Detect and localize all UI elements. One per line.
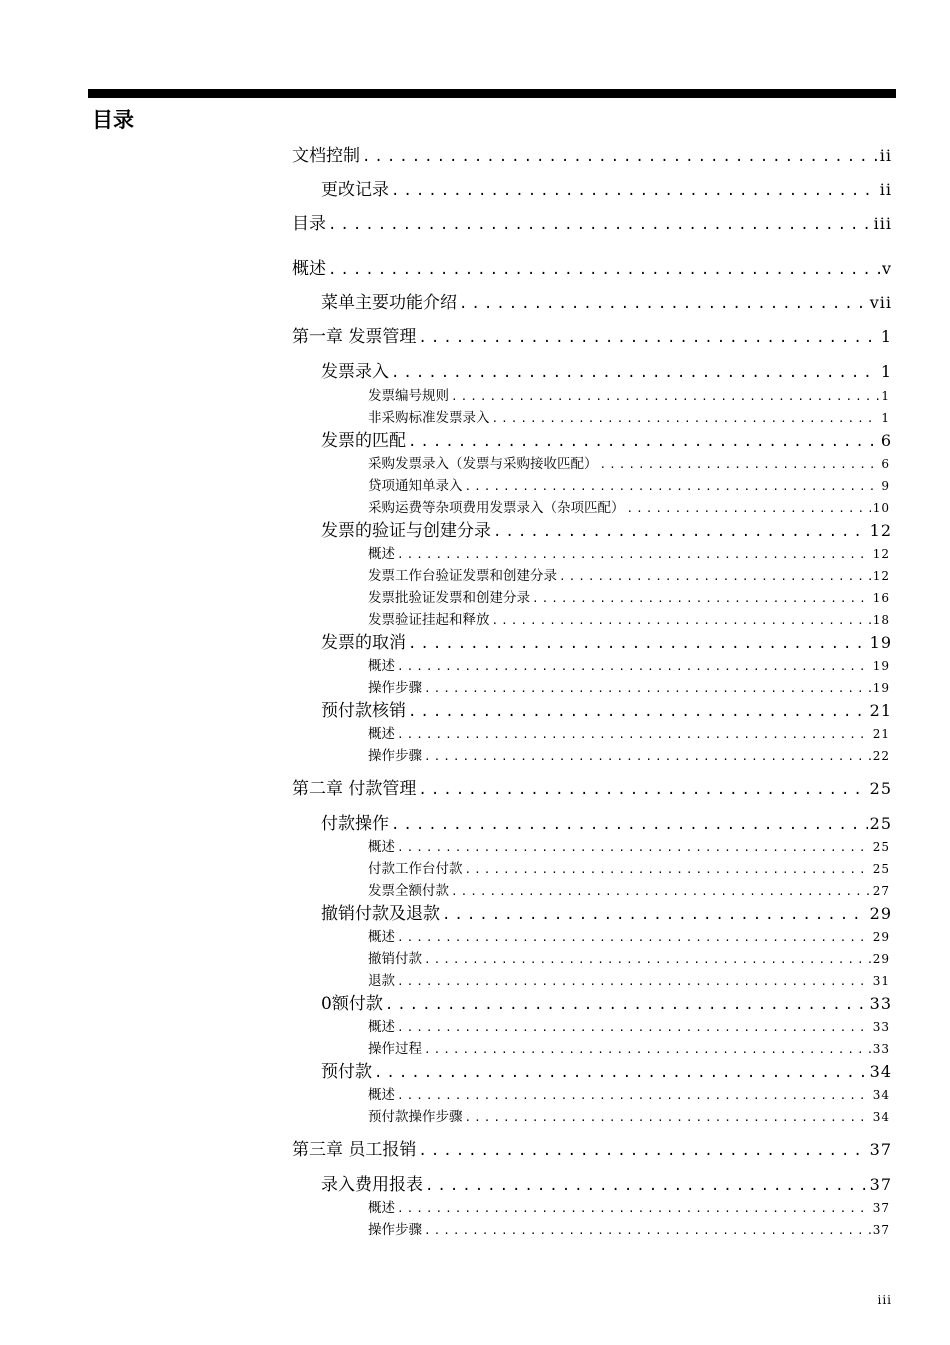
toc-entry-page: 33 [872,1020,890,1034]
toc-entry-page: vii [869,293,892,312]
footer-page-number: iii [877,1293,892,1307]
toc-entry-title: 概述 [368,1087,395,1103]
toc-entry-title: 退款 [368,973,395,989]
toc-entry-title: 预付款核销 [321,701,406,721]
dot-leader [397,545,871,564]
toc-entry[interactable] [368,837,890,857]
toc-entry[interactable] [368,678,890,698]
toc-entry-page: 37 [869,1175,892,1194]
toc-entry-title: 操作步骤 [368,1222,422,1238]
toc-entry-page: 34 [872,1110,890,1124]
dot-leader [418,1138,867,1163]
dot-leader [397,1018,871,1037]
toc-entry-page: 21 [869,701,892,720]
dot-leader [397,972,871,991]
toc-entry-page: 18 [872,613,890,627]
dot-leader [424,1221,871,1240]
toc-entry-title: 概述 [368,726,395,742]
toc-entry-title: 第一章 发票管理 [292,327,417,347]
dot-leader [397,725,871,744]
toc-entry-page: 19 [869,633,892,652]
dot-leader [442,902,868,927]
dot-leader [397,1086,871,1105]
toc-entry-title: 录入费用报表 [321,1175,423,1195]
toc-entry-title: 概述 [368,546,395,562]
dot-leader [424,679,871,698]
toc-entry-page: 19 [872,659,890,673]
toc-entry[interactable] [321,428,892,454]
toc-entry[interactable] [321,698,892,724]
toc-entry-page: 16 [872,591,890,605]
toc-entry[interactable] [368,1220,890,1240]
toc-entry[interactable] [368,1198,890,1218]
toc-entry-title: 概述 [368,1200,395,1216]
toc-entry[interactable] [368,1107,890,1127]
dot-leader [424,950,871,969]
dot-leader [391,812,868,837]
toc-entry-page: v [881,259,892,278]
toc-entry[interactable] [368,746,890,766]
dot-leader [492,611,871,630]
dot-leader [451,882,871,901]
toc-entry[interactable] [368,610,890,630]
dot-leader [418,325,878,350]
toc-entry-title: 操作过程 [368,1041,422,1057]
toc-entry-page: 25 [872,862,890,876]
dot-leader [459,291,868,316]
dot-leader [408,699,868,724]
toc-entry[interactable] [368,949,890,969]
toc-entry[interactable] [368,859,890,879]
dot-leader [397,1199,871,1218]
toc-entry[interactable] [368,971,890,991]
toc-entry-page: 6 [881,457,890,471]
toc-entry[interactable] [321,359,892,385]
toc-entry-title: 概述 [292,259,326,279]
toc-entry[interactable] [321,518,892,544]
dot-leader [391,360,879,385]
toc-entry-title: 预付款操作步骤 [368,1109,463,1125]
toc-entry[interactable] [321,177,892,203]
toc-entry-page: 12 [872,547,890,561]
toc-entry-page: 1 [881,411,890,425]
dot-leader [465,477,880,496]
toc-entry[interactable] [368,454,890,474]
toc-entry-title: 付款工作台付款 [368,861,463,877]
dot-leader [424,1040,871,1059]
toc-entry-title: 发票验证挂起和释放 [368,612,490,628]
toc-entry-title: 文档控制 [292,146,360,166]
toc-entry-title: 操作步骤 [368,748,422,764]
toc-entry-page: 33 [872,1042,890,1056]
toc-entry-title: 付款操作 [321,814,389,834]
toc-entry-title: 发票批验证发票和创建分录 [368,590,530,606]
dot-leader [424,747,871,766]
toc-entry-title: 发票工作台验证发票和创建分录 [368,568,557,584]
dot-leader [362,144,878,169]
toc-entry[interactable] [368,927,890,947]
toc-entry-page: 25 [869,779,892,798]
toc-entry-page: 12 [869,521,892,540]
dot-leader [328,257,880,282]
toc-entry-page: 27 [872,884,890,898]
dot-leader [532,589,871,608]
toc-entry[interactable] [321,901,892,927]
toc-entry-page: 29 [869,904,892,923]
toc-entry-title: 非采购标准发票录入 [368,410,490,426]
toc-entry[interactable] [368,1085,890,1105]
toc-entry[interactable] [292,211,892,237]
toc-entry[interactable] [292,1137,892,1163]
toc-entry[interactable] [321,811,892,837]
toc-entry-page: 29 [872,952,890,966]
toc-entry[interactable] [368,724,890,744]
toc-entry-title: 菜单主要功能介绍 [321,293,457,313]
toc-entry-page: 37 [872,1201,890,1215]
dot-leader [408,429,879,454]
page-title: 目录 [92,108,134,132]
toc-entry[interactable] [368,656,890,676]
toc-entry-title: 发票的验证与创建分录 [321,521,491,541]
toc-entry-page: iii [873,214,892,233]
toc-entry[interactable] [292,324,892,350]
toc-entry[interactable] [368,408,890,428]
toc-entry-page: 1 [880,327,892,346]
dot-leader [397,657,871,676]
toc-entry-title: 撤销付款及退款 [321,904,440,924]
toc-entry-page: 1 [880,362,892,381]
dot-leader [374,1060,868,1085]
dot-leader [627,499,871,518]
toc-entry-title: 概述 [368,839,395,855]
toc-entry-title: 0额付款 [321,994,383,1014]
dot-leader [425,1173,868,1198]
toc-entry-title: 操作步骤 [368,680,422,696]
dot-leader [600,455,880,474]
dot-leader [397,838,871,857]
toc-entry[interactable] [368,544,890,564]
dot-leader [385,992,868,1017]
toc-entry-title: 采购发票录入（发票与采购接收匹配） [368,456,598,472]
toc-entry[interactable] [368,476,890,496]
toc-entry-page: 25 [869,814,892,833]
toc-entry[interactable] [321,991,892,1017]
toc-entry-page: 29 [872,930,890,944]
toc-entry[interactable] [321,630,892,656]
toc-entry-title: 发票录入 [321,362,389,382]
dot-leader [492,409,880,428]
toc-entry-title: 发票的匹配 [321,431,406,451]
toc-entry[interactable] [292,776,892,802]
toc-entry-title: 发票的取消 [321,633,406,653]
toc-entry[interactable] [292,256,892,282]
toc-entry-title: 采购运费等杂项费用发票录入（杂项匹配） [368,500,625,516]
toc-entry-page: 34 [869,1062,892,1081]
toc-entry-page: ii [879,146,892,165]
toc-entry[interactable] [368,1039,890,1059]
toc-entry[interactable] [368,566,890,586]
dot-leader [493,519,868,544]
toc-entry[interactable] [321,1059,892,1085]
dot-leader [451,387,879,406]
toc-entry[interactable] [321,290,892,316]
toc-entry-page: ii [879,180,892,199]
toc-entry-page: 21 [872,727,890,741]
toc-entry-page: 37 [869,1140,892,1159]
toc-entry-page: 1 [881,389,890,403]
toc-entry[interactable] [368,498,890,518]
toc-entry[interactable] [368,881,890,901]
dot-leader [397,928,871,947]
dot-leader [418,777,867,802]
toc-entry[interactable] [292,143,892,169]
dot-leader [408,631,868,656]
toc-entry-page: 12 [872,569,890,583]
toc-entry-title: 第二章 付款管理 [292,779,417,799]
toc-entry[interactable] [368,1017,890,1037]
dot-leader [465,860,871,879]
toc-entry-title: 撤销付款 [368,951,422,967]
toc-entry-page: 37 [872,1223,890,1237]
toc-entry[interactable] [368,588,890,608]
toc-entry-title: 概述 [368,929,395,945]
toc-entry-page: 10 [872,501,890,515]
toc-entry-page: 19 [872,681,890,695]
dot-leader [559,567,871,586]
toc-entry-title: 更改记录 [321,180,389,200]
toc-entry-page: 34 [872,1088,890,1102]
toc-entry-page: 22 [872,749,890,763]
toc-entry-title: 发票全额付款 [368,883,449,899]
toc-entry-title: 概述 [368,658,395,674]
toc-entry-title: 第三章 员工报销 [292,1140,417,1160]
toc-entry-title: 贷项通知单录入 [368,478,463,494]
toc-entry-title: 目录 [292,214,326,234]
toc-entry[interactable] [368,386,890,406]
toc-entry[interactable] [321,1172,892,1198]
dot-leader [465,1108,871,1127]
toc-entry-page: 33 [869,994,892,1013]
toc-entry-page: 9 [881,479,890,493]
toc-entry-page: 6 [880,431,892,450]
toc-entry-page: 31 [872,974,890,988]
toc-entry-title: 概述 [368,1019,395,1035]
toc-entry-page: 25 [872,840,890,854]
toc-entry-title: 发票编号规则 [368,388,449,404]
dot-leader [391,178,878,203]
dot-leader [328,212,872,237]
toc-entry-title: 预付款 [321,1062,372,1082]
